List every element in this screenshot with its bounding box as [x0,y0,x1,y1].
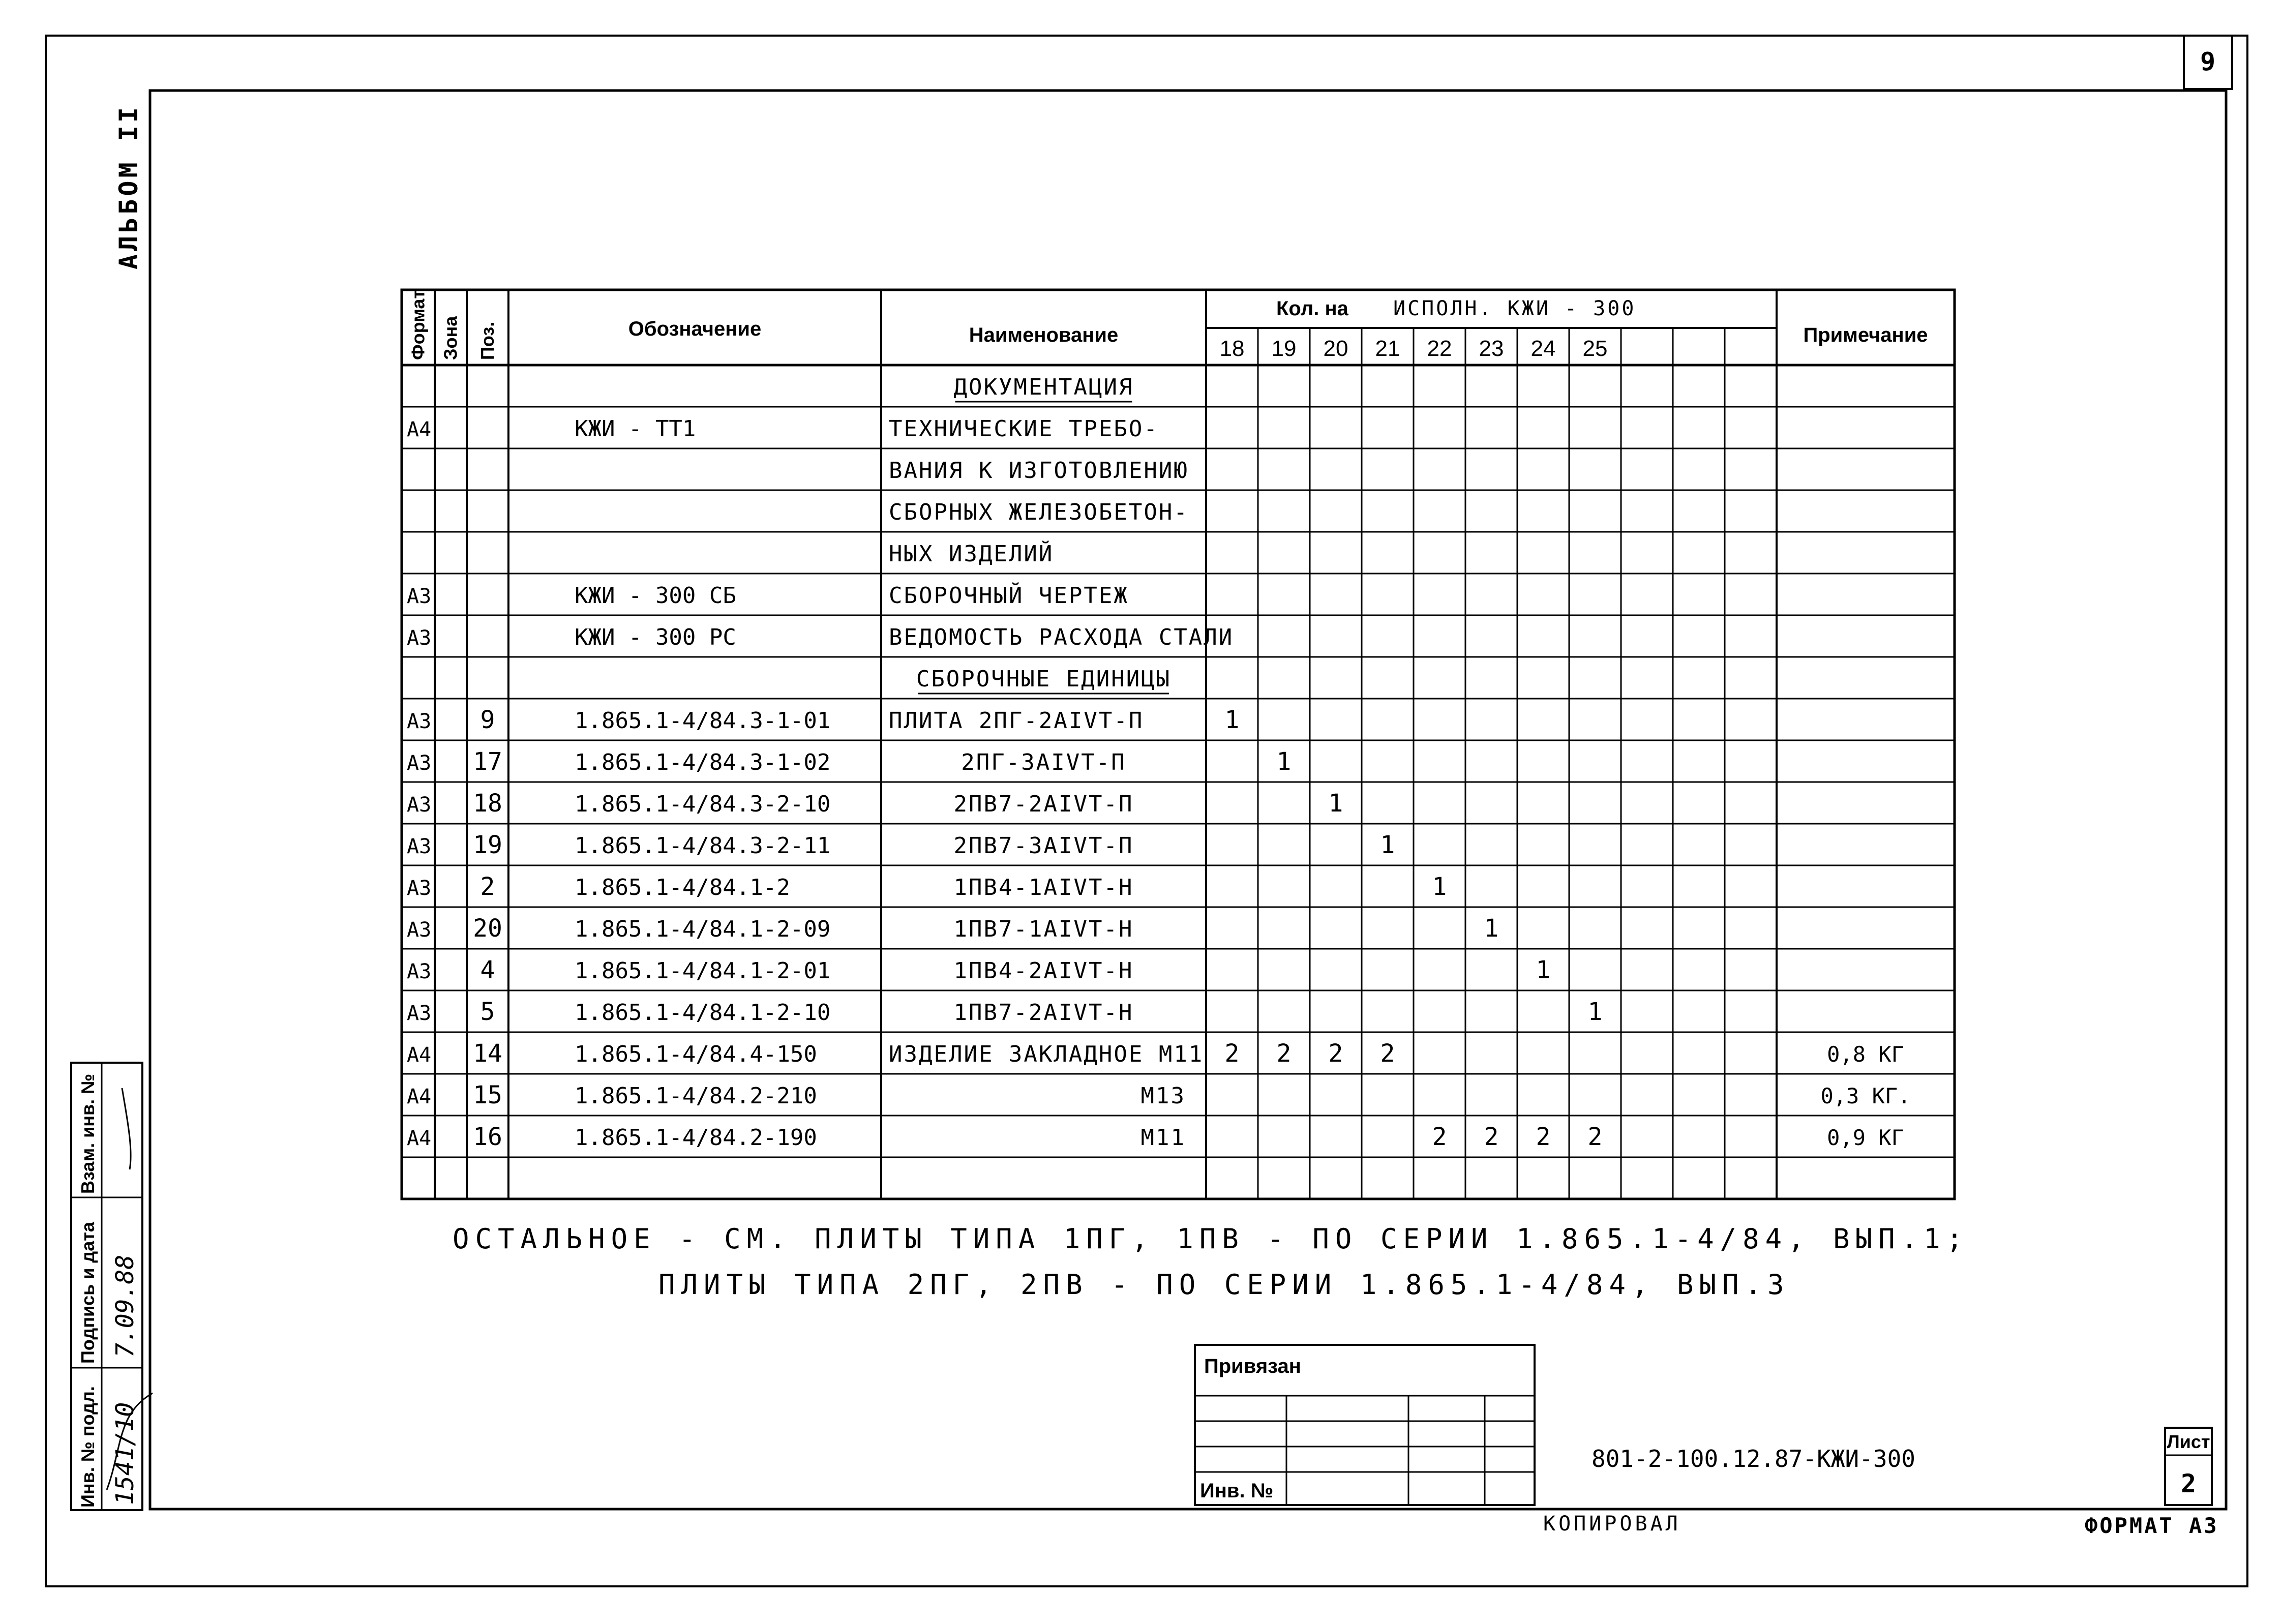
row-format: А4 [407,1043,432,1067]
row-pos: 2 [480,873,495,901]
row-name: СБОРНЫХ ЖЕЛЕЗОБЕТОН- [889,499,1189,525]
row-pos: 17 [473,747,502,776]
row-name: 2ПВ7-3АIVТ-П [953,833,1134,859]
row-name: М13 [1140,1083,1186,1109]
row-format: А3 [407,1002,432,1025]
row-qty: 1 [1380,831,1395,859]
row-name: ИЗДЕЛИЕ ЗАКЛАДНОЕ М11 [889,1041,1204,1067]
row-pos: 14 [473,1039,502,1068]
row-qty: 2 [1224,1039,1240,1068]
sheet-label: Лист [2167,1431,2210,1452]
row-designation: 1.865.1-4/84.3-1-01 [575,708,831,734]
row-name: ПЛИТА 2ПГ-2АIVТ-П [889,708,1144,734]
copied-label: КОПИРОВАЛ [1543,1512,1681,1536]
format-label: ФОРМАТ А3 [2085,1513,2219,1538]
bound-label: Привязан [1204,1355,1301,1377]
row-pos: 4 [480,956,495,984]
row-qty: 2 [1432,1123,1447,1151]
row-designation: 1.865.1-4/84.3-1-02 [575,749,831,775]
row-name: ВАНИЯ К ИЗГОТОВЛЕНИЮ [889,458,1189,484]
qty-col-header: 24 [1530,336,1556,361]
row-format: А4 [407,1127,432,1150]
bound-box [1195,1345,1535,1505]
row-qty: 2 [1536,1123,1551,1151]
row-format: А4 [407,418,432,441]
row-designation: 1.865.1-4/84.1-2 [575,875,790,900]
row-designation: КЖИ - 300 СБ [575,583,736,609]
header-qty: Кол. на [1276,297,1348,320]
header-note: Примечание [1803,324,1928,346]
row-qty: 1 [1536,956,1551,984]
row-qty: 1 [1224,706,1240,734]
row-note: 0,9 КГ [1827,1125,1904,1150]
row-pos: 15 [473,1081,502,1109]
row-designation: 1.865.1-4/84.2-210 [575,1083,817,1109]
qty-col-header: 19 [1271,336,1297,361]
row-format: А3 [407,960,432,983]
stamp-vzam-inv: Взам. инв. № [77,1073,98,1194]
row-pos: 9 [480,706,495,734]
row-name: ВЕДОМОСТЬ РАСХОДА СТАЛИ [889,624,1234,650]
row-qty: 2 [1328,1039,1343,1068]
row-name: 1ПВ4-2АIVТ-Н [953,958,1134,984]
row-name: ТЕХНИЧЕСКИЕ ТРЕБО- [889,416,1159,442]
qty-col-header: 21 [1375,336,1400,361]
row-format: А3 [407,835,432,858]
signature-stroke-2 [122,1088,131,1169]
qty-col-header: 25 [1582,336,1608,361]
row-designation: 1.865.1-4/84.3-2-10 [575,791,831,817]
row-format: А3 [407,710,432,733]
header-designation: Обозначение [628,318,762,340]
remarks-line-1: ОСТАЛЬНОЕ - СМ. ПЛИТЫ ТИПА 1ПГ, 1ПВ - ПО СЕРИИ 1.865.1-4/84, ВЫП.1; [453,1223,1969,1255]
row-format: А3 [407,585,432,608]
row-designation: 1.865.1-4/84.1-2-01 [575,958,831,984]
row-designation: КЖИ - ТТ1 [575,416,696,442]
row-qty: 2 [1276,1039,1292,1068]
header-qty-hand: ИСПОЛН. КЖИ - 300 [1393,297,1636,320]
row-qty: 1 [1328,789,1343,818]
row-qty: 2 [1380,1039,1395,1068]
row-qty: 1 [1484,914,1499,943]
qty-col-header: 18 [1219,336,1245,361]
header-format: Формат [407,289,429,360]
qty-col-header: 22 [1427,336,1452,361]
row-pos: 5 [480,998,495,1026]
row-name: 2ПГ-3АIVТ-П [961,749,1126,775]
album-label: АЛЬБОМ II [114,104,143,269]
row-format: А3 [407,793,432,817]
row-qty: 2 [1587,1123,1603,1151]
page-number: 9 [2200,47,2216,76]
row-pos: 16 [473,1123,502,1151]
inv-label: Инв. № [1200,1480,1274,1502]
remarks-line-2: ПЛИТЫ ТИПА 2ПГ, 2ПВ - ПО СЕРИИ 1.865.1-4/84, ВЫП.3 [658,1269,1790,1301]
row-pos: 18 [473,789,502,818]
row-name: НЫХ ИЗДЕЛИЙ [889,541,1054,567]
row-qty: 1 [1587,998,1603,1026]
row-name: 1ПВ7-2АIVТ-Н [953,1000,1134,1026]
drawing-code: 801-2-100.12.87-КЖИ-300 [1592,1445,1915,1472]
header-pos: Поз. [477,321,498,360]
sheet-number: 2 [2180,1469,2197,1498]
row-designation: 1.865.1-4/84.2-190 [575,1125,817,1151]
row-format: А3 [407,918,432,942]
row-format: А3 [407,877,432,900]
row-name: М11 [1140,1125,1186,1151]
row-name: СБОРОЧНЫЕ ЕДИНИЦЫ [916,666,1172,692]
row-name: 1ПВ7-1АIVТ-Н [953,916,1134,942]
stamp-inv-value: 1541/10 [111,1402,139,1505]
row-qty: 1 [1276,747,1292,776]
row-designation: 1.865.1-4/84.1-2-10 [575,1000,831,1026]
row-name: 1ПВ4-1АIVТ-Н [953,875,1134,900]
left-stamp [71,1063,153,1510]
row-format: А4 [407,1085,432,1108]
qty-col-header: 23 [1479,336,1504,361]
row-name: СБОРОЧНЫЙ ЧЕРТЕЖ [889,583,1129,609]
stamp-inv-podl: Инв. № подл. [77,1386,98,1508]
row-pos: 19 [473,831,502,859]
row-note: 0,8 КГ [1827,1042,1904,1067]
row-name: ДОКУМЕНТАЦИЯ [953,374,1134,400]
qty-col-header: 20 [1323,336,1348,361]
header-zone: Зона [440,316,461,360]
stamp-sign-date: Подпись и дата [77,1222,98,1364]
row-qty: 2 [1484,1123,1499,1151]
row-designation: 1.865.1-4/84.1-2-09 [575,916,831,942]
stamp-date-value: 7.09.88 [111,1254,139,1358]
row-designation: 1.865.1-4/84.3-2-11 [575,833,831,859]
row-pos: 20 [473,914,502,943]
row-designation: КЖИ - 300 РС [575,624,736,650]
row-name: 2ПВ7-2АIVТ-П [953,791,1134,817]
row-qty: 1 [1432,873,1447,901]
specification-table [402,290,1955,1199]
row-format: А3 [407,626,432,650]
row-designation: 1.865.1-4/84.4-150 [575,1041,817,1067]
header-name: Наименование [969,324,1119,346]
row-note: 0,3 КГ. [1820,1084,1911,1108]
row-format: А3 [407,751,432,775]
outer-border [46,36,2247,1586]
